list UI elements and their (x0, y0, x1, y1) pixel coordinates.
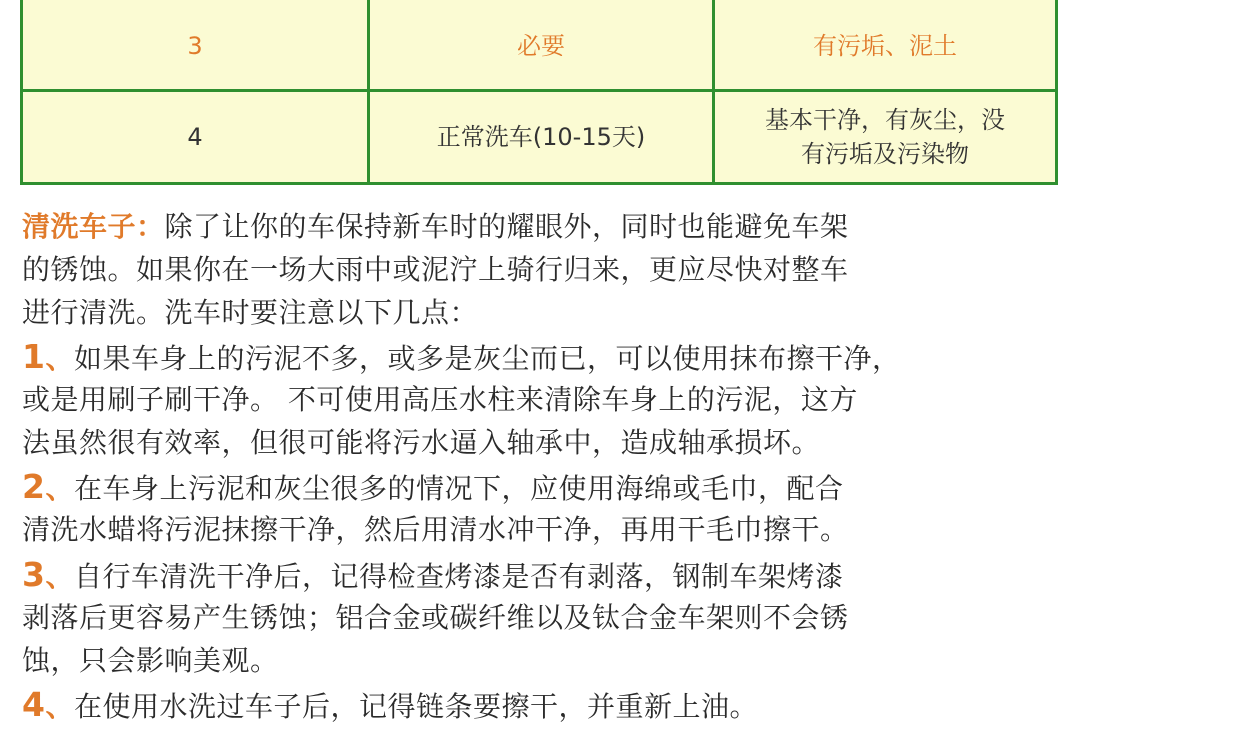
tip-line (22, 465, 1222, 508)
table-cell-state (712, 0, 1055, 89)
tip-line: 或是用刷子刷干净。 不可使用高压水柱来清除车身上的污泥，这方 (22, 383, 858, 416)
tip-line: 蚀，只会影响美观。 (22, 644, 279, 677)
tip-item-1 (22, 335, 1222, 464)
table-cell-state-text: 有污垢、泥土 (813, 31, 957, 60)
tip-number: 3 (22, 555, 46, 594)
tip-line (22, 335, 1222, 378)
tip-text: 在车身上污泥和灰尘很多的情况下，应使用海绵或毛巾，配合 (73, 472, 844, 505)
tip-item-4 (22, 683, 1222, 726)
intro-line: 的锈蚀。如果你在一场大雨中或泥泞上骑行归来，更应尽快对整车 (22, 253, 849, 286)
intro-paragraph (22, 205, 1222, 334)
table-cell-state-line: 基本干净，有灰尘，没 (765, 106, 1005, 134)
tip-line (22, 683, 1222, 726)
table-cell-state (712, 92, 1055, 182)
table-cell-wash: 必要 (367, 0, 712, 89)
table-row (23, 0, 1055, 89)
tip-text: 自行车清洗干净后，记得检查烤漆是否有剥落，钢制车架烤漆 (73, 560, 844, 593)
section-heading: 清洗车子： (22, 210, 165, 243)
table-row (23, 89, 1055, 182)
tip-separator: 、 (45, 560, 74, 593)
tip-number: 2 (22, 467, 46, 506)
tip-text: 如果车身上的污泥不多，或多是灰尘而已，可以使用抹布擦干净， (73, 342, 901, 375)
tip-line: 清洗水蜡将污泥抹擦干净，然后用清水冲干净，再用干毛巾擦干。 (22, 513, 849, 546)
tip-number: 1 (22, 337, 46, 376)
table-cell-state-line: 有污垢及污染物 (801, 140, 969, 168)
intro-line (22, 205, 1222, 248)
intro-text: 除了让你的车保持新车时的耀眼外，同时也能避免车架 (164, 210, 849, 243)
table-cell-level: 4 (187, 123, 203, 151)
tip-number: 4 (22, 685, 46, 724)
wash-frequency-table (20, 0, 1058, 185)
intro-line: 进行清洗。洗车时要注意以下几点： (22, 296, 479, 329)
tip-line: 法虽然很有效率，但很可能将污水逼入轴承中，造成轴承损坏。 (22, 426, 821, 459)
table-cell-level: 3 (187, 31, 203, 60)
tip-item-2 (22, 465, 1222, 551)
tip-separator: 、 (45, 342, 74, 375)
tip-item-3 (22, 553, 1222, 682)
tip-separator: 、 (45, 690, 74, 723)
tip-separator: 、 (45, 472, 74, 505)
tip-text: 在使用水洗过车子后，记得链条要擦干，并重新上油。 (73, 690, 758, 723)
table-cell-wash: 正常洗车(10-15天) (367, 92, 712, 182)
tip-line: 剥落后更容易产生锈蚀；铝合金或碳纤维以及钛合金车架则不会锈 (22, 601, 849, 634)
tip-line (22, 553, 1222, 596)
